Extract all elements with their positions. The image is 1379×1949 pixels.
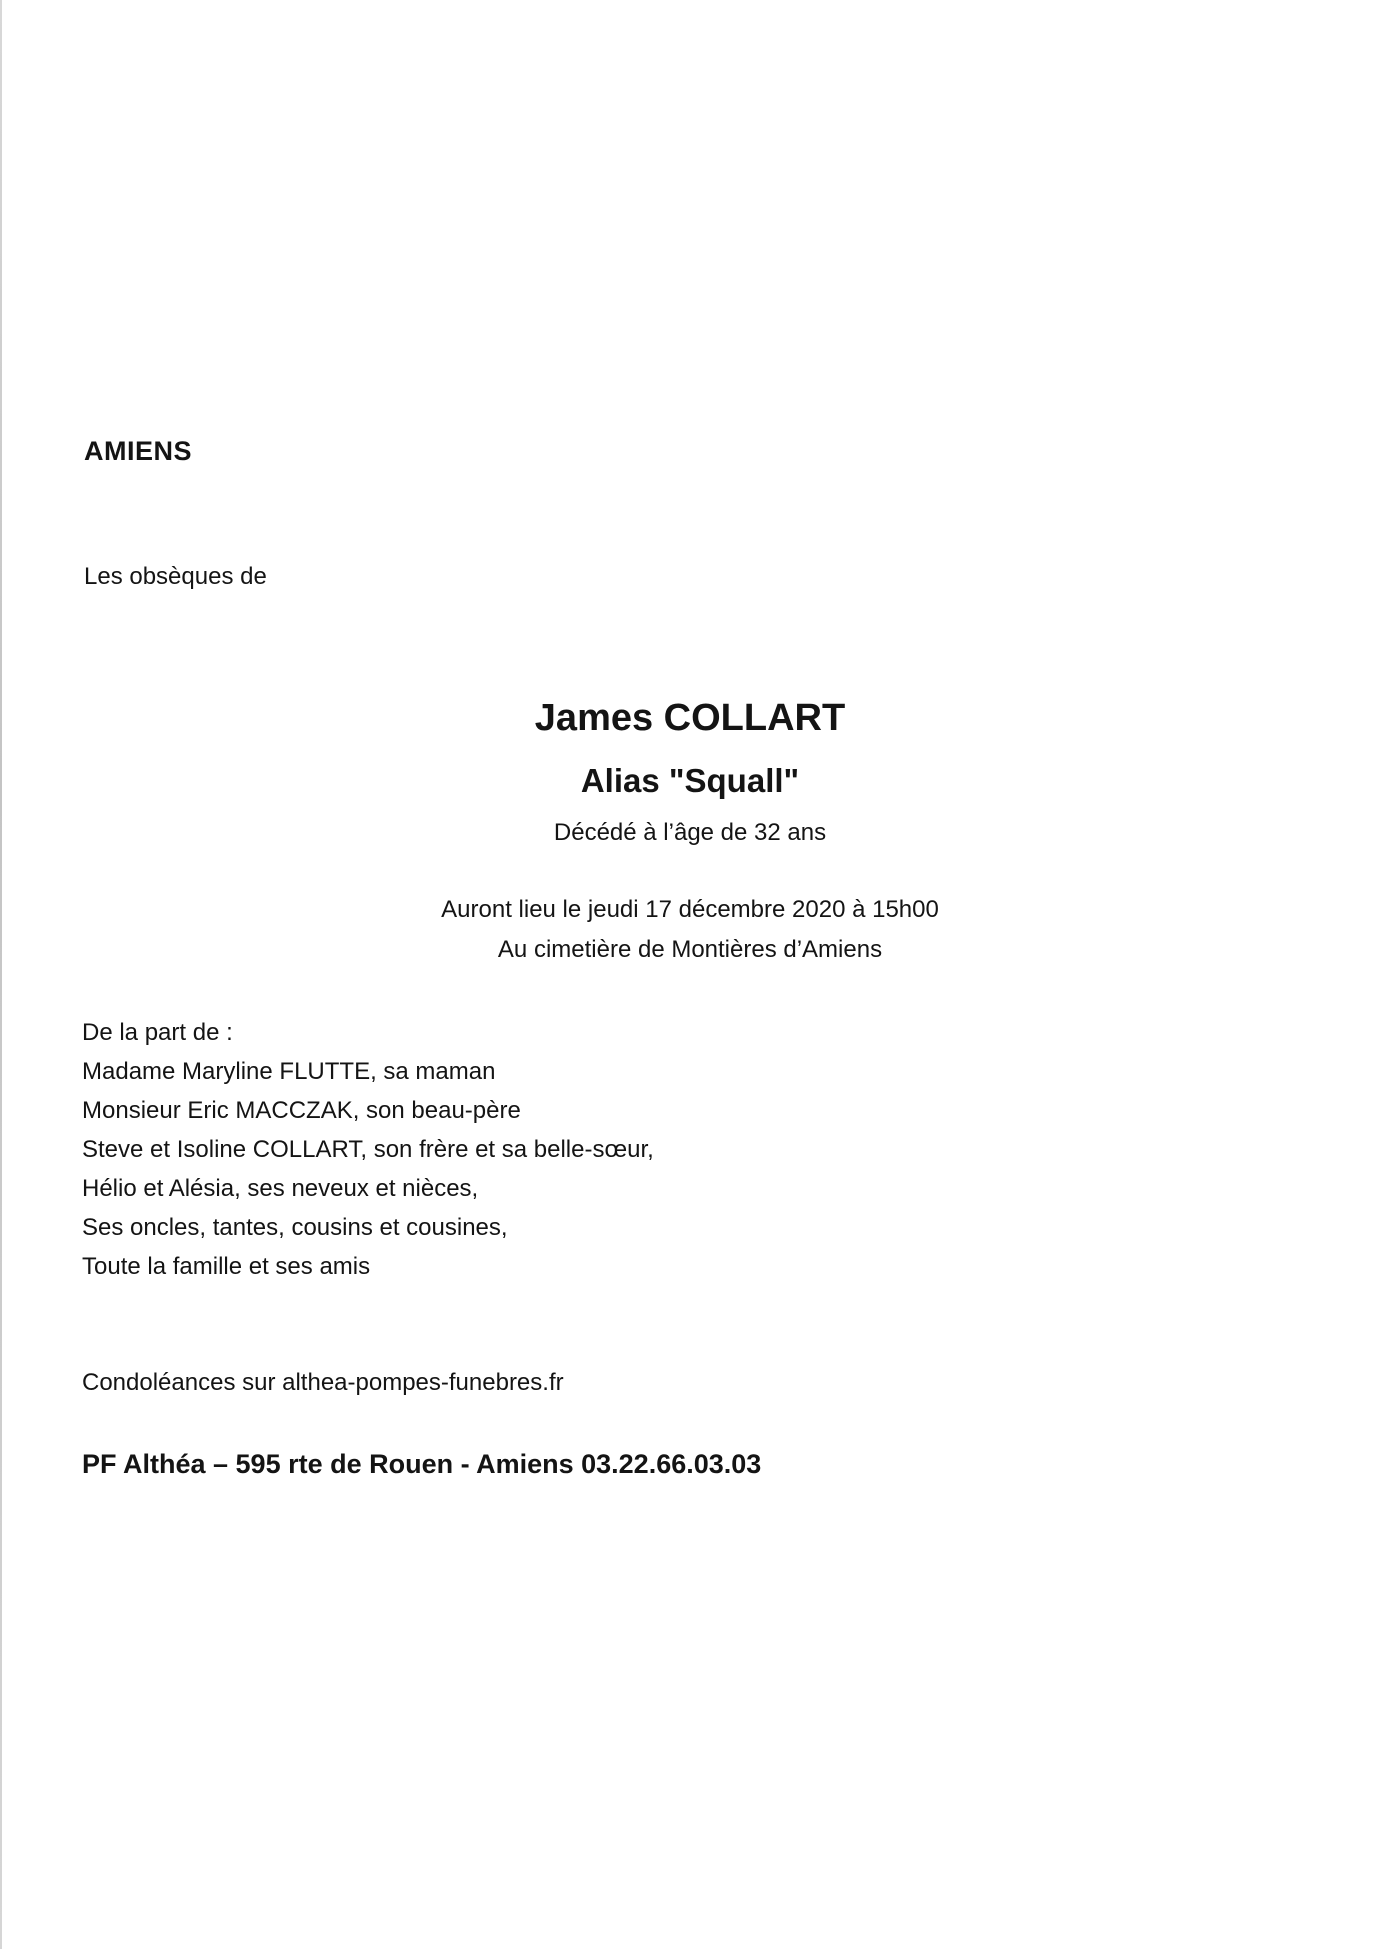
deceased-alias: Alias "Squall" [580, 762, 800, 799]
funeral-home-contact: PF Althéa – 595 rte de Rouen - Amiens 03.22.66.03.03 [82, 1449, 762, 1479]
ceremony-place: Au cimetière de Montières d’Amiens [497, 936, 883, 963]
family-member: Ses oncles, tantes, cousins et cousines, [82, 1214, 508, 1241]
family-member: Madame Maryline FLUTTE, sa maman [82, 1058, 496, 1085]
family-member: Toute la famille et ses amis [82, 1253, 371, 1280]
ceremony-date: Auront lieu le jeudi 17 décembre 2020 à 15h00 [441, 896, 939, 923]
scan-edge [0, 0, 2, 1949]
city-heading: AMIENS [84, 436, 193, 466]
from-heading: De la part de : [82, 1019, 233, 1046]
intro-text: Les obsèques de [84, 563, 267, 590]
deceased-name: James COLLART [534, 697, 846, 739]
family-member: Steve et Isoline COLLART, son frère et sa belle-sœur, [82, 1136, 654, 1163]
age-line: Décédé à l’âge de 32 ans [553, 819, 827, 846]
condolences-line: Condoléances sur althea-pompes-funebres.fr [82, 1369, 564, 1396]
family-member: Monsieur Eric MACCZAK, son beau-père [82, 1097, 521, 1124]
family-list [82, 1013, 654, 1286]
family-member: Hélio et Alésia, ses neveux et nièces, [82, 1175, 479, 1202]
